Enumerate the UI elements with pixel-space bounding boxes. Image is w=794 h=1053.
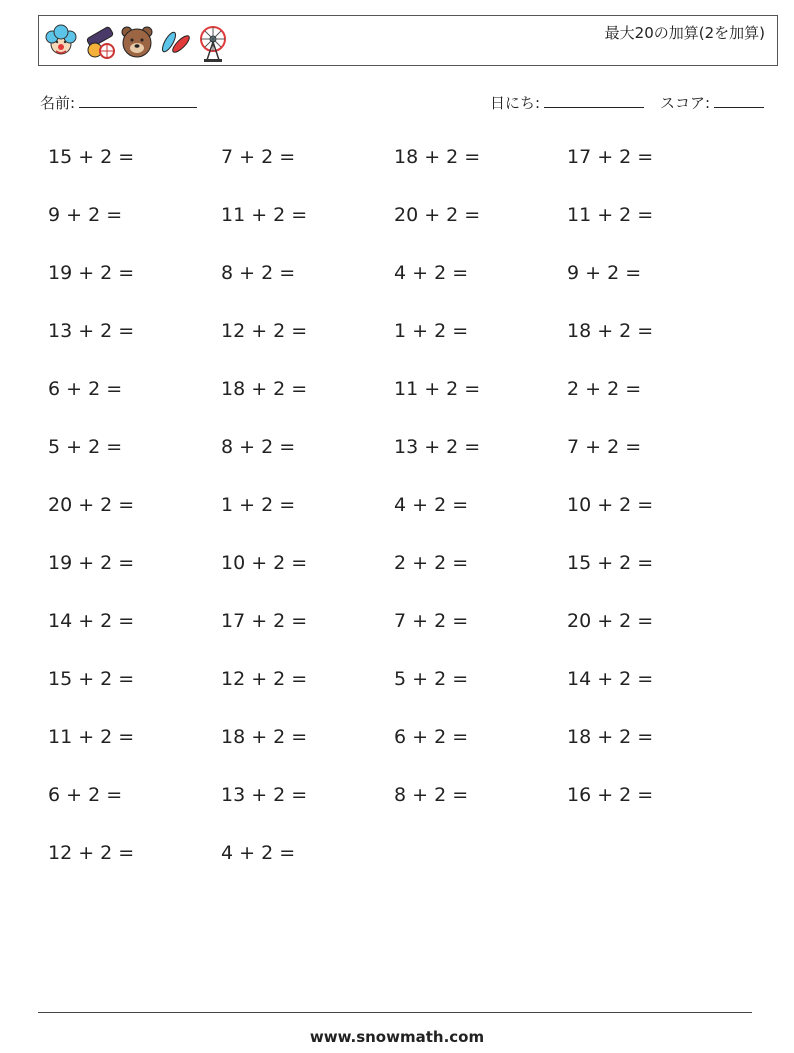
icon-strip <box>43 20 231 64</box>
problem-7-4: 10 + 2 = <box>567 494 654 516</box>
score-label: スコア: <box>660 94 711 112</box>
problem-1-1: 15 + 2 = <box>48 146 135 168</box>
juggling-pin-icon <box>157 20 193 64</box>
problem-5-4: 2 + 2 = <box>567 378 642 400</box>
ferris-wheel-icon <box>195 20 231 64</box>
problem-6-3: 13 + 2 = <box>394 436 481 458</box>
score-blank[interactable] <box>714 93 764 108</box>
problem-2-4: 11 + 2 = <box>567 204 654 226</box>
problem-11-4: 18 + 2 = <box>567 726 654 748</box>
bear-icon <box>119 20 155 64</box>
problem-7-3: 4 + 2 = <box>394 494 469 516</box>
problem-2-3: 20 + 2 = <box>394 204 481 226</box>
problem-9-4: 20 + 2 = <box>567 610 654 632</box>
problem-13-2: 4 + 2 = <box>221 842 296 864</box>
worksheet-title: 最大20の加算(2を加算) <box>604 24 765 42</box>
problem-11-1: 11 + 2 = <box>48 726 135 748</box>
problem-11-2: 18 + 2 = <box>221 726 308 748</box>
problem-2-1: 9 + 2 = <box>48 204 123 226</box>
problem-10-1: 15 + 2 = <box>48 668 135 690</box>
date-label: 日にち: <box>490 94 541 112</box>
problem-5-2: 18 + 2 = <box>221 378 308 400</box>
date-blank[interactable] <box>544 93 644 108</box>
problem-9-3: 7 + 2 = <box>394 610 469 632</box>
problem-3-3: 4 + 2 = <box>394 262 469 284</box>
problem-8-2: 10 + 2 = <box>221 552 308 574</box>
cannon-icon <box>81 20 117 64</box>
problem-9-2: 17 + 2 = <box>221 610 308 632</box>
problem-5-3: 11 + 2 = <box>394 378 481 400</box>
problem-5-1: 6 + 2 = <box>48 378 123 400</box>
problem-4-4: 18 + 2 = <box>567 320 654 342</box>
problem-7-2: 1 + 2 = <box>221 494 296 516</box>
problem-6-1: 5 + 2 = <box>48 436 123 458</box>
problem-12-1: 6 + 2 = <box>48 784 123 806</box>
name-blank[interactable] <box>79 93 197 108</box>
footer-site: www.snowmath.com <box>309 1028 485 1046</box>
name-field <box>40 92 197 113</box>
date-field <box>490 92 644 113</box>
score-field <box>660 92 764 113</box>
problem-4-2: 12 + 2 = <box>221 320 308 342</box>
name-label: 名前: <box>40 94 76 112</box>
problem-12-4: 16 + 2 = <box>567 784 654 806</box>
problem-3-4: 9 + 2 = <box>567 262 642 284</box>
problem-1-2: 7 + 2 = <box>221 146 296 168</box>
problem-11-3: 6 + 2 = <box>394 726 469 748</box>
problem-3-2: 8 + 2 = <box>221 262 296 284</box>
clown-icon <box>43 20 79 64</box>
problem-3-1: 19 + 2 = <box>48 262 135 284</box>
problem-7-1: 20 + 2 = <box>48 494 135 516</box>
problem-13-1: 12 + 2 = <box>48 842 135 864</box>
problem-8-4: 15 + 2 = <box>567 552 654 574</box>
problem-12-3: 8 + 2 = <box>394 784 469 806</box>
problem-10-2: 12 + 2 = <box>221 668 308 690</box>
problem-9-1: 14 + 2 = <box>48 610 135 632</box>
problem-4-1: 13 + 2 = <box>48 320 135 342</box>
footer-divider <box>38 1012 752 1013</box>
problem-10-3: 5 + 2 = <box>394 668 469 690</box>
problem-1-3: 18 + 2 = <box>394 146 481 168</box>
problem-2-2: 11 + 2 = <box>221 204 308 226</box>
problem-12-2: 13 + 2 = <box>221 784 308 806</box>
problem-4-3: 1 + 2 = <box>394 320 469 342</box>
problem-1-4: 17 + 2 = <box>567 146 654 168</box>
problem-8-3: 2 + 2 = <box>394 552 469 574</box>
header-box <box>38 15 778 66</box>
problem-8-1: 19 + 2 = <box>48 552 135 574</box>
problem-10-4: 14 + 2 = <box>567 668 654 690</box>
problem-6-4: 7 + 2 = <box>567 436 642 458</box>
problem-6-2: 8 + 2 = <box>221 436 296 458</box>
